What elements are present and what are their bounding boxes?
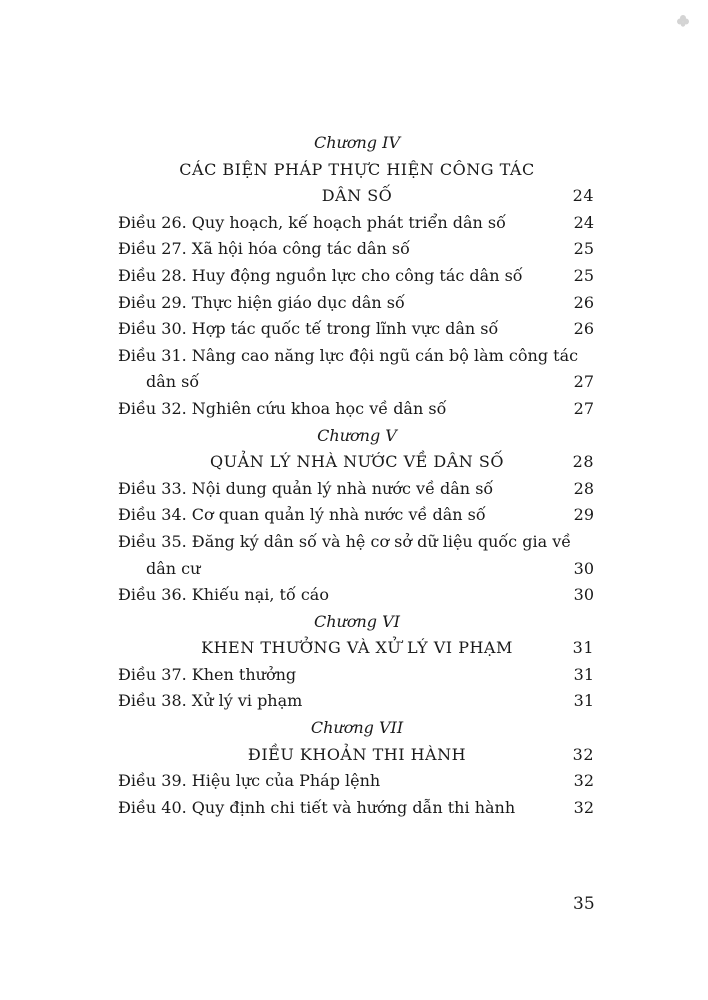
toc-entry: Điều 31. Nâng cao năng lực đội ngũ cán bộ làm công tác	[118, 345, 579, 365]
page-ref: 28	[573, 478, 594, 498]
toc-entry: Điều 27. Xã hội hóa công tác dân số 25	[118, 236, 596, 263]
toc-entry: Điều 32. Nghiên cứu khoa học về dân số 27	[118, 396, 596, 423]
chapter-title: CÁC BIỆN PHÁP THỰC HIỆN CÔNG TÁC	[179, 159, 535, 179]
toc-entry-continued: dân số 27	[118, 369, 596, 396]
page-ref: 31	[573, 664, 594, 684]
page-ref: 25	[573, 265, 594, 285]
page-ref: 29	[573, 505, 594, 525]
clover-icon	[676, 14, 690, 28]
page-number: 35	[573, 894, 595, 914]
toc-entry: Điều 33. Nội dung quản lý nhà nước về dân số 28	[118, 476, 596, 503]
page-ref: 32	[573, 771, 594, 791]
page-ref: 26	[573, 292, 594, 312]
chapter-heading: Chương V	[317, 425, 397, 445]
page-ref: 25	[573, 239, 594, 259]
chapter-title: ĐIỀU KHOẢN THI HÀNH 32	[118, 742, 596, 769]
page-ref: 30	[573, 558, 594, 578]
page-ref: 30	[573, 585, 594, 605]
toc-entry: Điều 38. Xử lý vi phạm 31	[118, 688, 596, 715]
toc-entry: Điều 30. Hợp tác quốc tế trong lĩnh vực dân số 26	[118, 316, 596, 343]
toc-entry: Điều 36. Khiếu nại, tố cáo 30	[118, 582, 596, 609]
page-ref: 28	[572, 452, 594, 472]
page-ref: 27	[573, 372, 594, 392]
table-of-contents	[118, 130, 596, 821]
page-ref: 31	[572, 638, 594, 658]
toc-entry: Điều 40. Quy định chi tiết và hướng dẫn thi hành 32	[118, 795, 596, 822]
chapter-title: QUẢN LÝ NHÀ NƯỚC VỀ DÂN SỐ 28	[118, 449, 596, 476]
toc-entry: Điều 34. Cơ quan quản lý nhà nước về dân số 29	[118, 502, 596, 529]
page-ref: 24	[573, 212, 594, 232]
page-ref: 26	[573, 319, 594, 339]
page-ref: 27	[573, 398, 594, 418]
toc-entry: Điều 37. Khen thưởng 31	[118, 662, 596, 689]
toc-entry: Điều 29. Thực hiện giáo dục dân số 26	[118, 290, 596, 317]
chapter-heading: Chương VI	[314, 611, 400, 631]
page-ref: 31	[573, 691, 594, 711]
chapter-heading: Chương VII	[310, 718, 404, 738]
page-ref: 32	[573, 797, 594, 817]
page-ref: 24	[572, 186, 594, 206]
toc-entry: Điều 39. Hiệu lực của Pháp lệnh 32	[118, 768, 596, 795]
toc-entry: Điều 35. Đăng ký dân số và hệ cơ sở dữ liệu quốc gia về	[118, 531, 572, 551]
chapter-title-continued: DÂN SỐ 24	[118, 183, 596, 210]
toc-entry: Điều 26. Quy hoạch, kế hoạch phát triển dân số 24	[118, 210, 596, 237]
page-ref: 32	[572, 744, 594, 764]
chapter-title: KHEN THƯỞNG VÀ XỬ LÝ VI PHẠM 31	[118, 635, 596, 662]
toc-entry-continued: dân cư 30	[118, 556, 596, 583]
chapter-heading: Chương IV	[314, 133, 400, 152]
toc-entry: Điều 28. Huy động nguồn lực cho công tác dân số 25	[118, 263, 596, 290]
